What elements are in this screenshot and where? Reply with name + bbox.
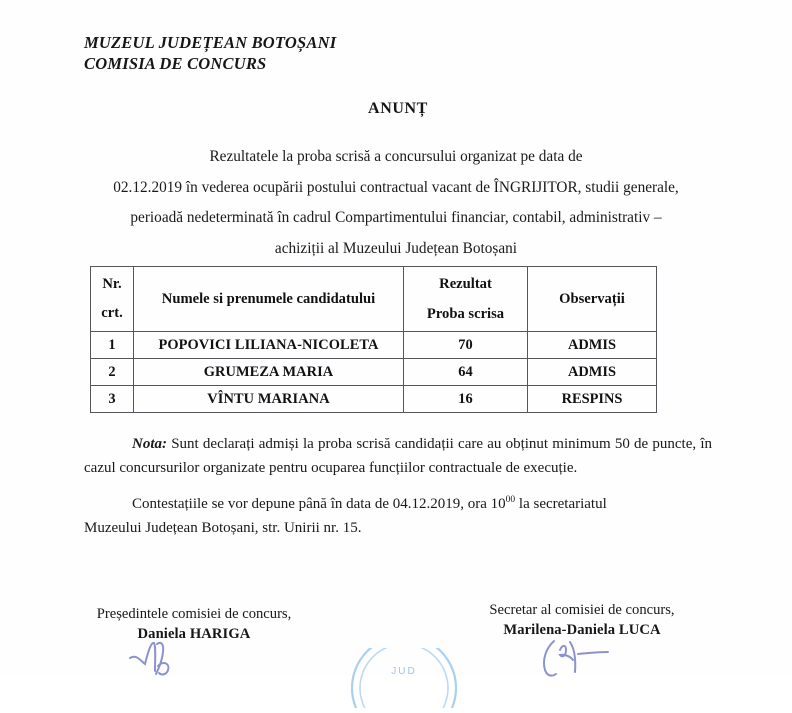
signature-role-president: Președintele comisiei de concurs, <box>96 606 292 622</box>
letterhead-organization: MUZEUL JUDEȚEAN BOTOȘANI <box>84 33 337 52</box>
stamp-circle-icon <box>348 648 460 708</box>
table-row <box>91 332 657 359</box>
cell-observation: RESPINS <box>528 386 657 413</box>
cell-score: 70 <box>404 332 528 359</box>
page-title <box>0 100 792 118</box>
stamp-text: JUD <box>391 666 417 677</box>
cell-nr: 1 <box>91 332 134 359</box>
intro-line-4: achiziții al Muzeului Județean Botoșani <box>274 239 518 257</box>
column-header-nr-line2: crt. <box>101 305 123 321</box>
cell-name: POPOVICI LILIANA-NICOLETA <box>134 332 404 359</box>
cell-score: 64 <box>404 359 528 386</box>
contestation-line-2: Muzeului Județean Botoșani, str. Unirii nr. 15. <box>84 520 362 536</box>
results-table <box>90 266 657 413</box>
column-header-nr-line1: Nr. <box>102 276 122 292</box>
signature-block-secretary <box>482 600 682 640</box>
cell-score: 16 <box>404 386 528 413</box>
intro-line-1: Rezultatele la proba scrisă a concursului organizat pe data de <box>209 148 583 165</box>
column-header-score-line1: Rezultat <box>439 276 492 292</box>
table-row <box>91 359 657 386</box>
intro-paragraph <box>76 142 716 264</box>
column-header-nr <box>91 267 134 332</box>
cell-name: VÎNTU MARIANA <box>134 386 404 413</box>
table-row <box>91 386 657 413</box>
page-title-text: ANUNȚ <box>368 100 428 117</box>
intro-line-3: perioadă nedeterminată în cadrul Compartimentului financiar, contabil, administrativ – <box>130 209 662 226</box>
note-label: Nota: <box>132 436 167 452</box>
intro-line-2: 02.12.2019 în vederea ocupării postului contractual vacant de ÎNGRIJITOR, studii generale, <box>113 178 679 196</box>
note-paragraph <box>84 432 712 480</box>
letterhead-department: COMISIA DE CONCURS <box>84 54 267 73</box>
contestation-paragraph <box>84 492 712 540</box>
column-header-score-line2: Proba scrisa <box>426 306 505 322</box>
column-header-score <box>404 267 528 332</box>
official-stamp <box>348 648 460 708</box>
column-header-name: Numele si prenumele candidatului <box>134 267 404 332</box>
cell-nr: 3 <box>91 386 134 413</box>
cell-observation: ADMIS <box>528 359 657 386</box>
cell-observation: ADMIS <box>528 332 657 359</box>
contestation-text-part1: Contestațiile se vor depune până în data de 04.12.2019, ora 10 <box>132 496 506 512</box>
contestation-time-superscript: 00 <box>505 495 516 505</box>
cell-nr: 2 <box>91 359 134 386</box>
signature-name-president: Daniela HARIGA <box>137 626 251 642</box>
signature-block-president <box>96 604 292 644</box>
handwritten-signature-president-icon <box>128 640 224 677</box>
contestation-text-part2: la secretariatul <box>515 496 607 512</box>
signature-name-secretary: Marilena-Daniela LUCA <box>503 622 661 638</box>
note-text: Sunt declarați admiși la proba scrisă candidații care au obținut minimum 50 de puncte, în cazul concursurilor organizate pentru ocuparea funcțiilor contractuale de execuție. <box>84 436 712 476</box>
cell-name: GRUMEZA MARIA <box>134 359 404 386</box>
letterhead <box>84 32 336 74</box>
table-header-row <box>91 267 657 332</box>
column-header-observations: Observații <box>528 267 657 332</box>
signature-role-secretary: Secretar al comisiei de concurs, <box>489 602 675 618</box>
handwritten-signature-secretary-icon <box>540 638 650 678</box>
